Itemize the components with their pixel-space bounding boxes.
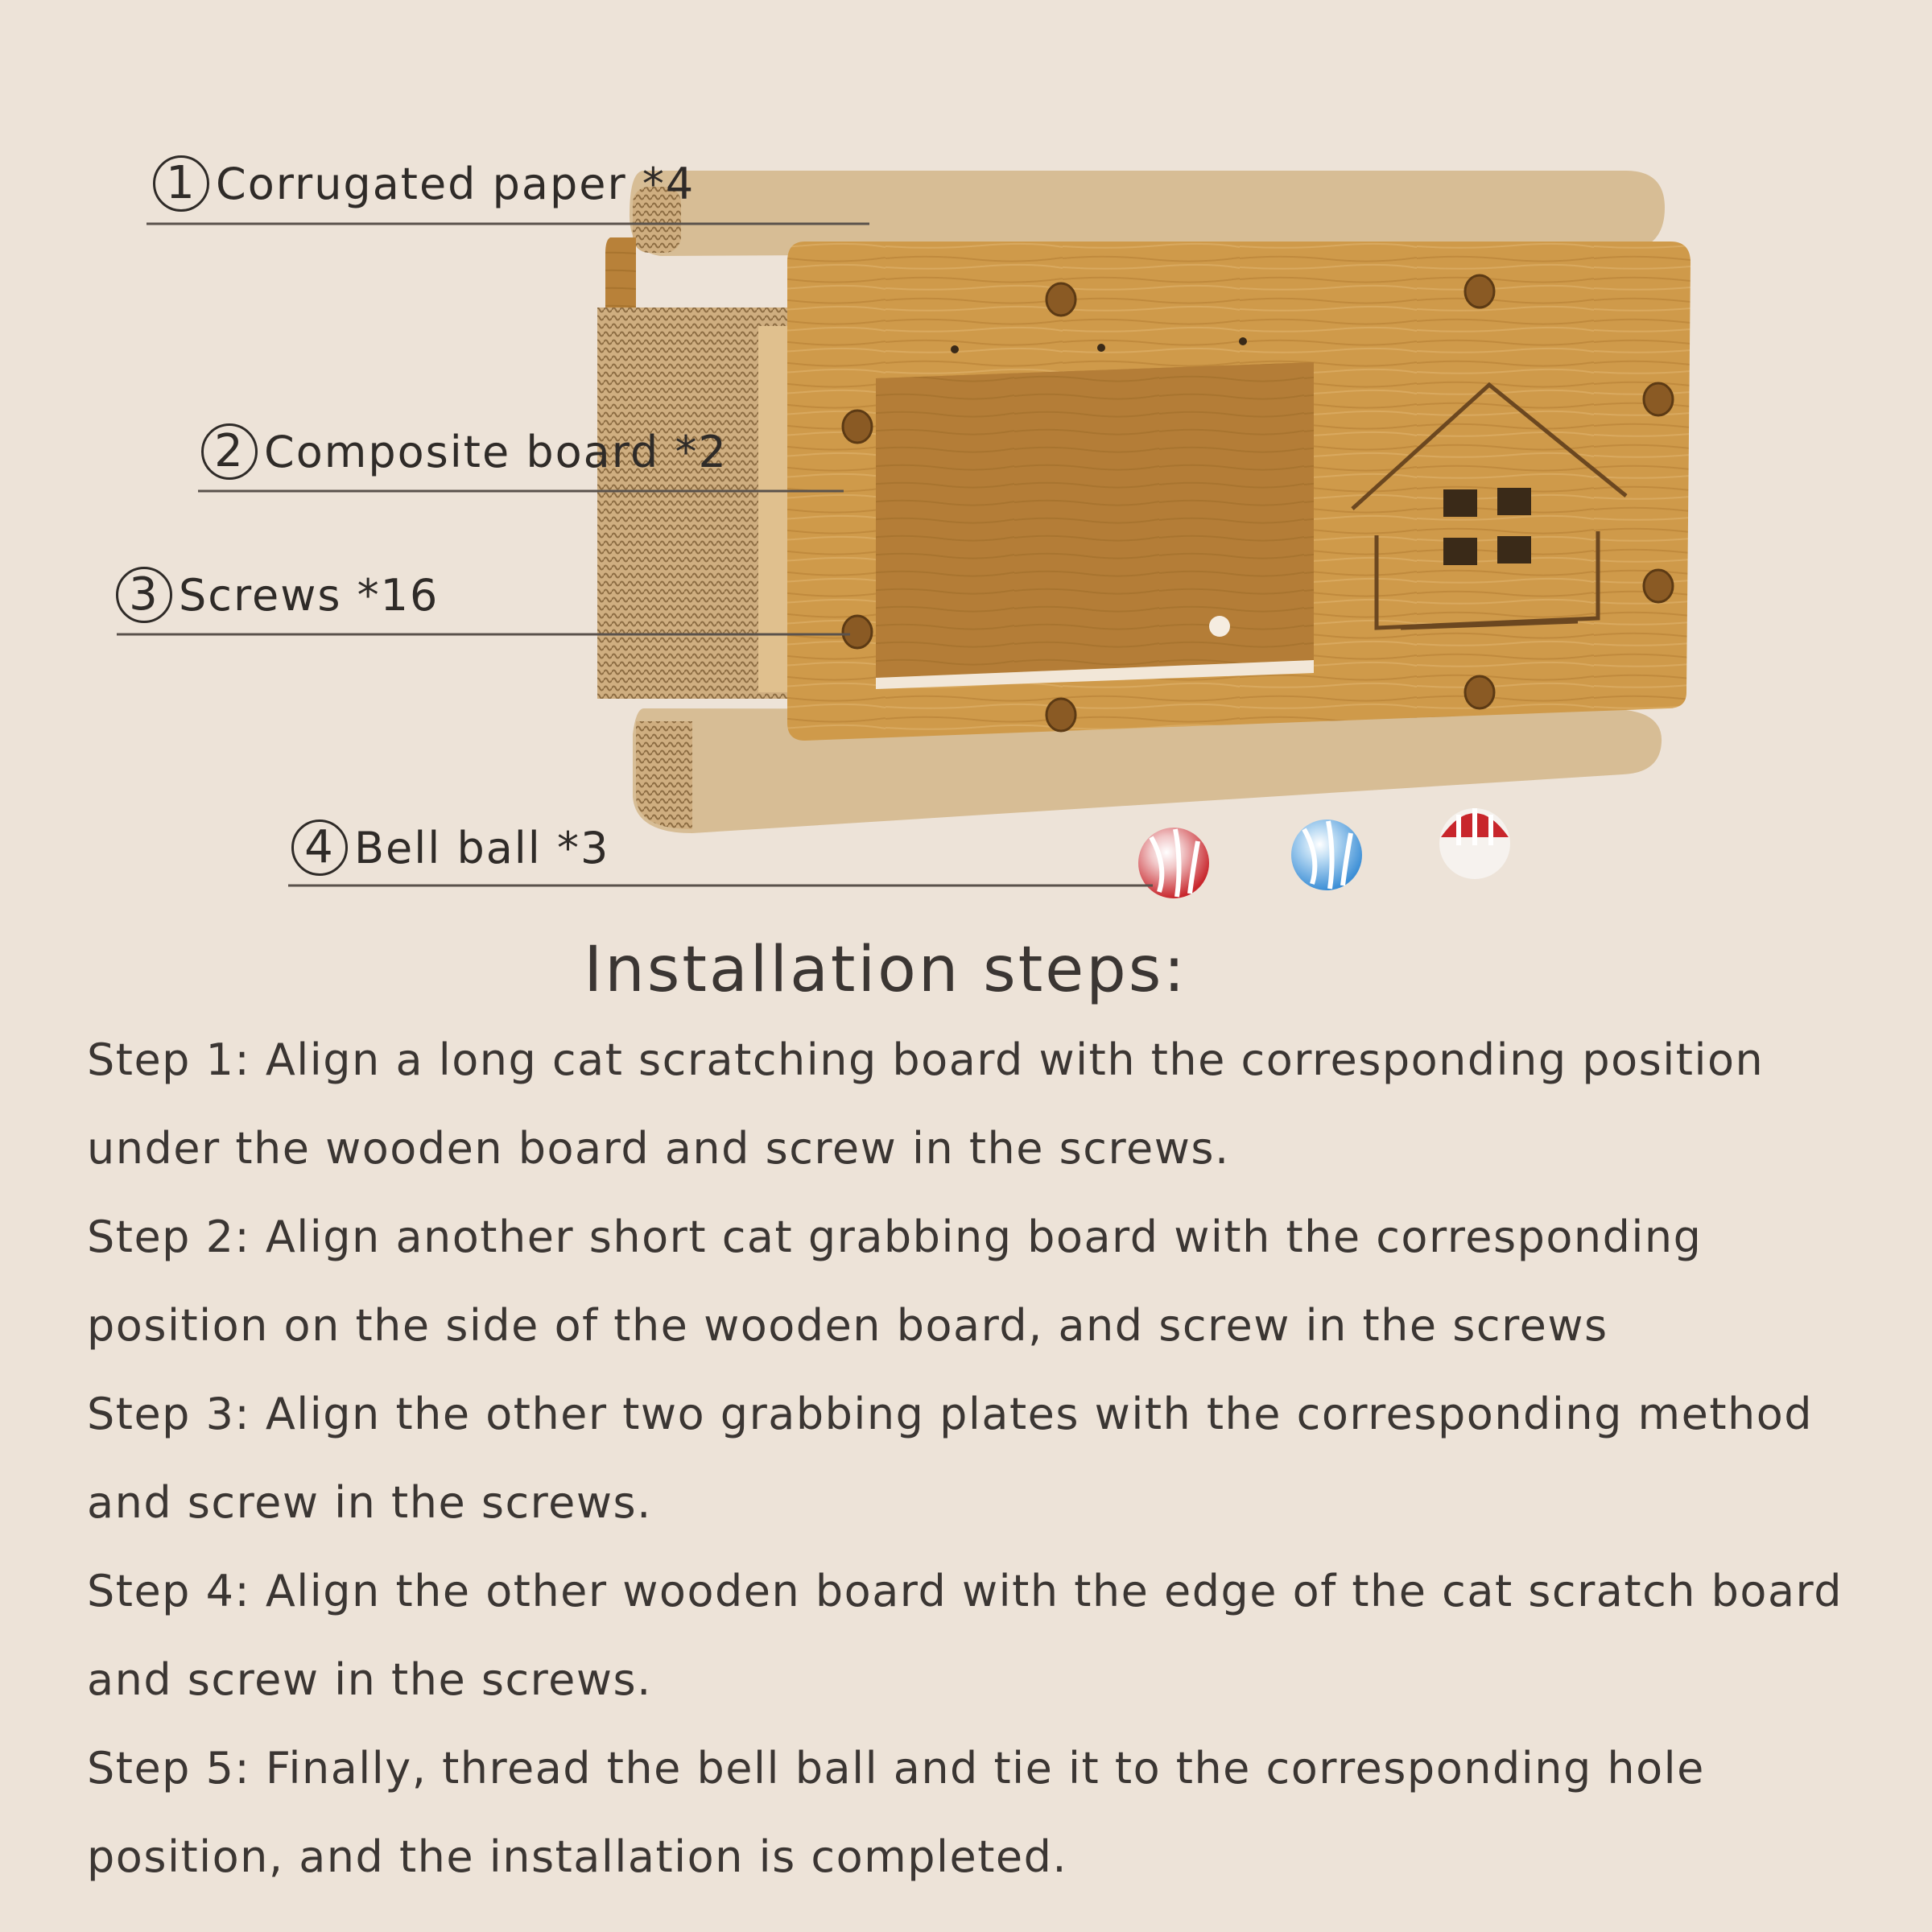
part-label-bell-ball — [291, 819, 609, 876]
number-badge: 3 — [116, 567, 172, 623]
part-text: Corrugated paper *4 — [216, 158, 696, 209]
part-text: Composite board *2 — [264, 426, 728, 477]
number-badge: 2 — [201, 423, 258, 480]
side-corrugated-board — [597, 308, 799, 699]
bell-ball-red — [1138, 828, 1209, 898]
screw — [1644, 570, 1673, 602]
step-3: Step 3: Align the other two grabbing plates with the corresponding method and screw in the screws. — [87, 1389, 1814, 1528]
front-wooden-board — [787, 242, 1690, 741]
bell-ball-red-white — [1439, 808, 1510, 879]
step-2: Step 2: Align another short cat grabbing board with the corresponding position on the side of the wooden board, and screw in the screws — [87, 1212, 1703, 1351]
part-label-screws — [116, 567, 439, 623]
screw — [843, 411, 872, 443]
part-text: Bell ball *3 — [354, 822, 610, 873]
step-5: Step 5: Finally, thread the bell ball and tie it to the corresponding hole position, and the installation is completed. — [87, 1743, 1705, 1882]
installation-steps — [87, 1016, 1898, 1901]
step-4: Step 4: Align the other wooden board with the edge of the cat scratch board and screw in the screws. — [87, 1566, 1843, 1705]
screw — [1046, 283, 1075, 316]
bell-ball-blue — [1291, 819, 1362, 890]
part-text: Screws *16 — [179, 569, 440, 621]
number-badge: 4 — [291, 819, 348, 876]
screw — [1644, 383, 1673, 415]
installation-heading: Installation steps: — [584, 934, 1187, 1006]
part-label-corrugated-paper — [153, 155, 695, 212]
screw — [1465, 676, 1494, 708]
screw — [1465, 275, 1494, 308]
screw — [1046, 699, 1075, 731]
number-badge: 1 — [153, 155, 209, 212]
screw — [843, 616, 872, 648]
part-label-composite-board — [201, 423, 728, 480]
step-1: Step 1: Align a long cat scratching board with the corresponding position under the wooden board and screw in the screws. — [87, 1034, 1765, 1174]
